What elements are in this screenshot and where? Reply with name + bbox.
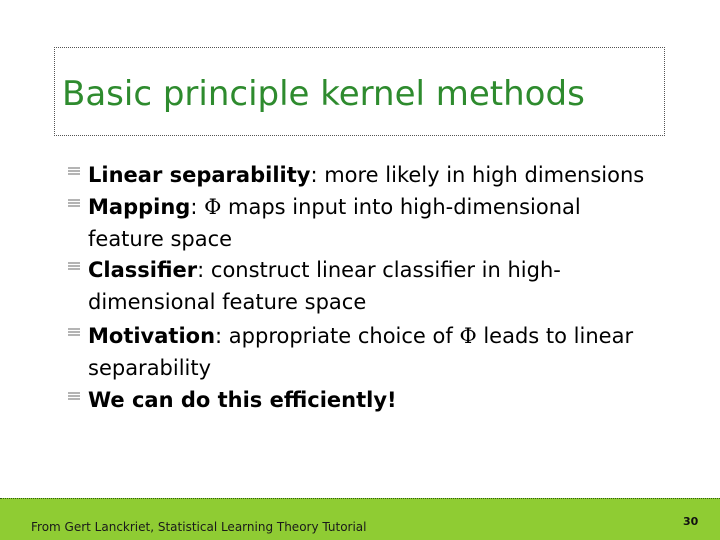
- bullet-text: [88, 159, 658, 191]
- bullet-bold: Mapping: [88, 195, 191, 219]
- bullet-bold: Linear separability: [88, 163, 311, 187]
- bullet-text: [88, 254, 658, 318]
- square-bullet-icon: [68, 392, 80, 400]
- bullet-rest: leads to linear separability: [88, 324, 634, 380]
- bullet-text: [88, 320, 658, 384]
- square-bullet-icon: [68, 199, 80, 207]
- footer-credit: From Gert Lanckriet, Statistical Learning Theory Tutorial: [31, 520, 367, 534]
- page-number: 30: [683, 515, 699, 528]
- slide-title: Basic principle kernel methods: [62, 74, 585, 114]
- phi-symbol: Φ: [459, 324, 477, 348]
- bullet-rest: : construct linear classifier in high-dimensional feature space: [88, 258, 561, 314]
- bullet-bold: We can do this efficiently!: [88, 388, 397, 412]
- bullet-text: [88, 384, 658, 416]
- square-bullet-icon: [68, 328, 80, 336]
- bullet-rest: : appropriate choice of: [215, 324, 460, 348]
- square-bullet-icon: [68, 167, 80, 175]
- bullet-rest: maps input into high-dimensional feature space: [88, 195, 581, 251]
- bullet-text: [88, 191, 658, 255]
- footer-bar: [0, 498, 720, 540]
- square-bullet-icon: [68, 262, 80, 270]
- bullet-bold: Classifier: [88, 258, 198, 282]
- phi-symbol: Φ: [204, 195, 222, 219]
- bullet-rest: :: [190, 195, 205, 219]
- bullet-rest: : more likely in high dimensions: [310, 163, 645, 187]
- bullet-bold: Motivation: [88, 324, 216, 348]
